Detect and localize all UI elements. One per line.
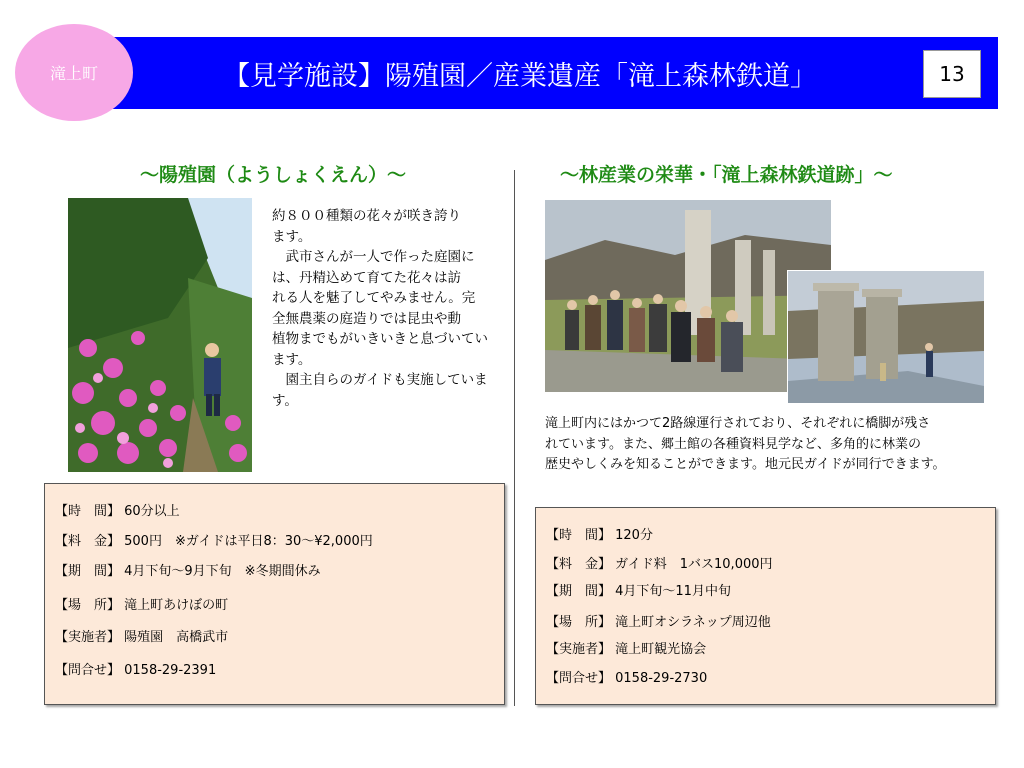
info-fee: 【料 金】 ガイド料 1バス10,000円 [546, 557, 773, 572]
column-divider [514, 170, 515, 706]
info-organizer: 【実施者】 滝上町観光協会 [546, 642, 707, 657]
right-info-box [535, 507, 996, 705]
page-title: 【見学施設】陽殖園／産業遺産「滝上森林鉄道」 [223, 60, 817, 92]
page-number: 13 [923, 50, 981, 98]
bridge-pier-photo [787, 270, 985, 404]
info-organizer: 【実施者】 陽殖園 高橋武市 [55, 630, 229, 645]
left-section-heading: ～陽殖園（ようしょくえん）～ [140, 164, 407, 186]
info-contact: 【問合せ】 0158-29-2730 [546, 671, 708, 686]
info-time: 【時 間】 120分 [546, 528, 653, 543]
info-time: 【時 間】 60分以上 [55, 504, 180, 519]
town-badge: 滝上町 [15, 24, 133, 121]
left-description: 約８００種類の花々が咲き誇り ます。 武市さんが一人で作った庭園に は、丹精込めて育てた花々は訪 れる人を魅了してやみません。完 全無農薬の庭造りでは昆虫や動 植物までもがいきいきと息づいてい ます。 園主自らのガイドも実施していま す。 [272, 208, 488, 409]
info-contact: 【問合せ】 0158-29-2391 [55, 663, 217, 678]
left-info-box [44, 483, 505, 705]
info-period: 【期 間】 4月下旬～11月中旬 [546, 584, 731, 599]
info-place: 【場 所】 滝上町オシラネップ周辺他 [546, 615, 771, 630]
info-place: 【場 所】 滝上町あけぼの町 [55, 598, 229, 613]
info-fee: 【料 金】 500円 ※ガイドは平日8：30～¥2,000円 [55, 534, 373, 549]
right-section-heading: ～林産業の栄華・「滝上森林鉄道跡」～ [560, 164, 893, 186]
garden-photo [68, 198, 252, 472]
info-period: 【期 間】 4月下旬～9月下旬 ※冬期間休み [55, 564, 321, 579]
right-description: 滝上町内にはかつて2路線運行されており、それぞれに橋脚が残さ れています。また、郷土館の各種資料見学など、多角的に林業の 歴史やしくみを知ることができます。地元民ガイドが同行できます。 [545, 416, 946, 472]
